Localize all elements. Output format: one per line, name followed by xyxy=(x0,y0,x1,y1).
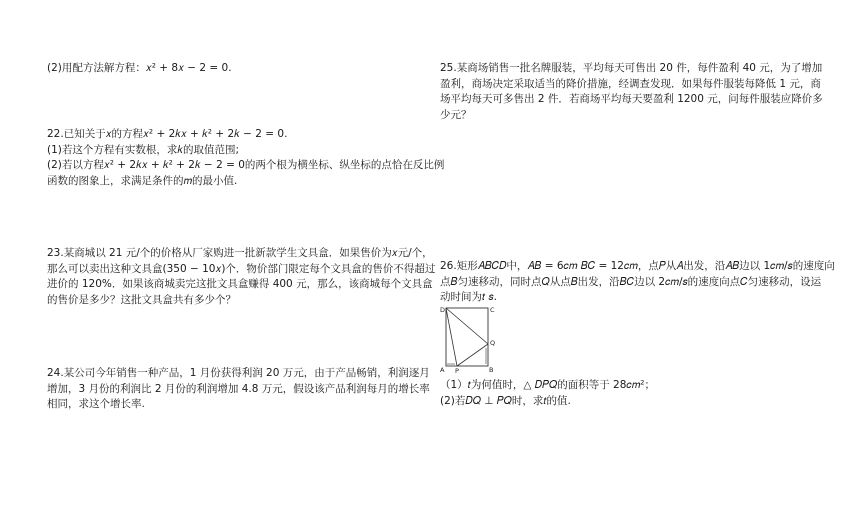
question-25-line-3: 场平均每天可多售出 2 件．若商场平均每天要盈利 1200 元，问每件服装应降价多 xyxy=(440,93,823,105)
segment-dp xyxy=(446,308,457,366)
question-26-line-1: 26.矩形𝐴𝐵𝐶𝐷中，𝐴𝐵 = 6𝑐𝑚 𝐵𝐶 = 12𝑐𝑚，点𝑃从𝐴出发，沿𝐴𝐵边以 1𝑐𝑚/𝑠的速度向 xyxy=(440,260,835,272)
question-26-subquestions xyxy=(440,378,815,409)
question-23-line-1: 23.某商城以 21 元/个的价格从厂家购进一批新款学生文具盒．如果售价为𝑥元/个， xyxy=(47,247,433,259)
question-26-line-2: 点𝐵匀速移动，同时点𝑄从点𝐵出发，沿𝐵𝐶边以 2𝑐𝑚/𝑠的速度向点𝐶匀速移动，设运 xyxy=(440,275,822,288)
label-p: P xyxy=(455,367,459,374)
question-24-line-1: 24.某公司今年销售一种产品，1 月份获得利润 20 万元，由于产品畅销，利润逐月 xyxy=(47,367,430,379)
question-24-line-3: 相同，求这个增长率. xyxy=(47,398,145,410)
question-22 xyxy=(47,127,445,189)
question-23-line-2: 那么可以卖出这种文具盒(350 − 10𝑥)个．物价部门限定每个文具盒的售价不得超过 xyxy=(47,262,436,275)
rectangle-abcd-figure xyxy=(440,304,500,377)
rectangle-abcd-diagram xyxy=(440,304,500,374)
question-21-part-2-text: (2)用配方法解方程：𝑥² + 8𝑥 − 2 = 0. xyxy=(47,62,232,74)
label-c: C xyxy=(490,306,495,314)
question-25-line-4: 少元？ xyxy=(440,108,472,121)
question-24-line-2: 增加，3 月份的利润比 2 月份的利润增加 4.8 万元，假设该产品利润每月的增长率 xyxy=(47,382,430,395)
question-26 xyxy=(440,259,835,306)
label-d: D xyxy=(440,306,446,314)
question-21-part-2 xyxy=(47,61,422,77)
question-25 xyxy=(440,61,823,123)
question-22-title: 22.已知关于𝑥的方程𝑥² + 2𝑘𝑥 + 𝑘² + 2𝑘 − 2 = 0. xyxy=(47,128,288,140)
question-26-part-2: (2)若𝐷𝑄 ⊥ 𝑃𝑄时，求𝑡的值. xyxy=(440,394,571,407)
label-q: Q xyxy=(490,339,496,347)
question-23 xyxy=(47,246,436,308)
label-a: A xyxy=(440,366,445,374)
segment-pq xyxy=(457,344,488,366)
question-25-line-1: 25.某商场销售一批名牌服装，平均每天可售出 20 件，每件盈利 40 元，为了增加 xyxy=(440,62,823,74)
question-25-line-2: 盈利，商场决定采取适当的降价措施，经调查发现．如果每件服装每降低 1 元，商 xyxy=(440,77,821,90)
question-22-part-2-line-2: 函数的图象上，求满足条件的𝑚的最小值. xyxy=(47,174,238,187)
segment-dq xyxy=(446,308,488,344)
rectangle-outline xyxy=(446,308,488,366)
label-b: B xyxy=(489,366,494,374)
question-22-part-1: (1)若这个方程有实数根，求𝑘的取值范围; xyxy=(47,143,240,156)
question-23-line-3: 进价的 120%．如果该商城卖完这批文具盒赚得 400 元，那么，该商城每个文具盒 xyxy=(47,278,433,290)
question-26-part-1: （1）𝑡为何值时，△ 𝐷𝑃𝑄的面积等于 28𝑐𝑚²； xyxy=(440,379,655,391)
question-24 xyxy=(47,366,430,413)
question-22-part-2-line-1: (2)若以方程𝑥² + 2𝑘𝑥 + 𝑘² + 2𝑘 − 2 = 0的两个根为横坐标、纵坐标的点恰在反比例 xyxy=(47,159,445,171)
question-23-line-4: 的售价是多少？这批文具盒共有多少个？ xyxy=(47,293,236,306)
question-26-line-3: 动时间为𝑡 𝑠. xyxy=(440,291,498,303)
